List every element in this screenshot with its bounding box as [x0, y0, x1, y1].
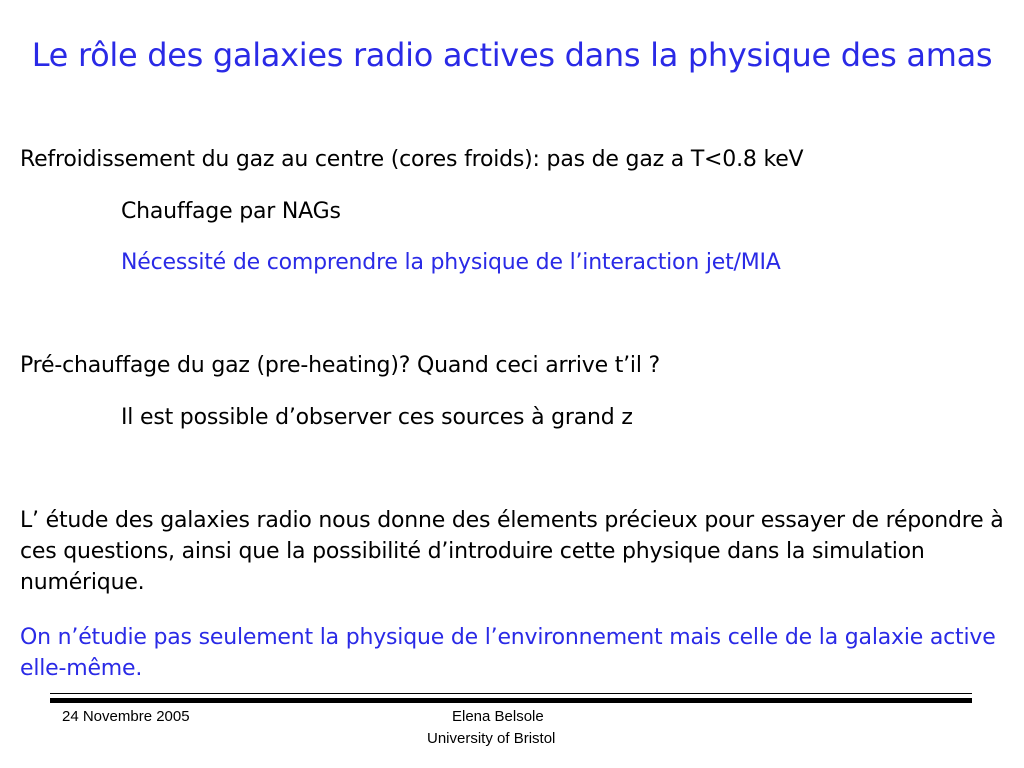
- sub-bullet-high-z: Il est possible d’observer ces sources à grand z: [121, 405, 633, 430]
- footer-author: Elena Belsole: [452, 708, 544, 725]
- paragraph-radio-galaxies: L’ étude des galaxies radio nous donne des élements précieux pour essayer de répondre à ces questions, ainsi que la possibilité d’introduire cette physique dans la simulation numérique.: [20, 508, 1004, 595]
- footer-divider-thin: [50, 693, 972, 694]
- sub-bullet-jet-interaction: Nécessité de comprendre la physique de l’interaction jet/MIA: [121, 250, 781, 275]
- bullet-cooling: Refroidissement du gaz au centre (cores froids): pas de gaz a T<0.8 keV: [20, 147, 804, 172]
- paragraph-active-galaxy: On n’étudie pas seulement la physique de l’environnement mais celle de la galaxie active elle-même.: [20, 625, 996, 681]
- slide-title: Le rôle des galaxies radio actives dans la physique des amas: [31, 36, 993, 74]
- footer-divider-thick: [50, 698, 972, 703]
- sub-bullet-heating: Chauffage par NAGs: [121, 199, 341, 224]
- footer-institution: University of Bristol: [427, 730, 556, 747]
- bullet-preheating: Pré-chauffage du gaz (pre-heating)? Quand ceci arrive t’il ?: [20, 353, 661, 378]
- footer-date: 24 Novembre 2005: [62, 708, 190, 725]
